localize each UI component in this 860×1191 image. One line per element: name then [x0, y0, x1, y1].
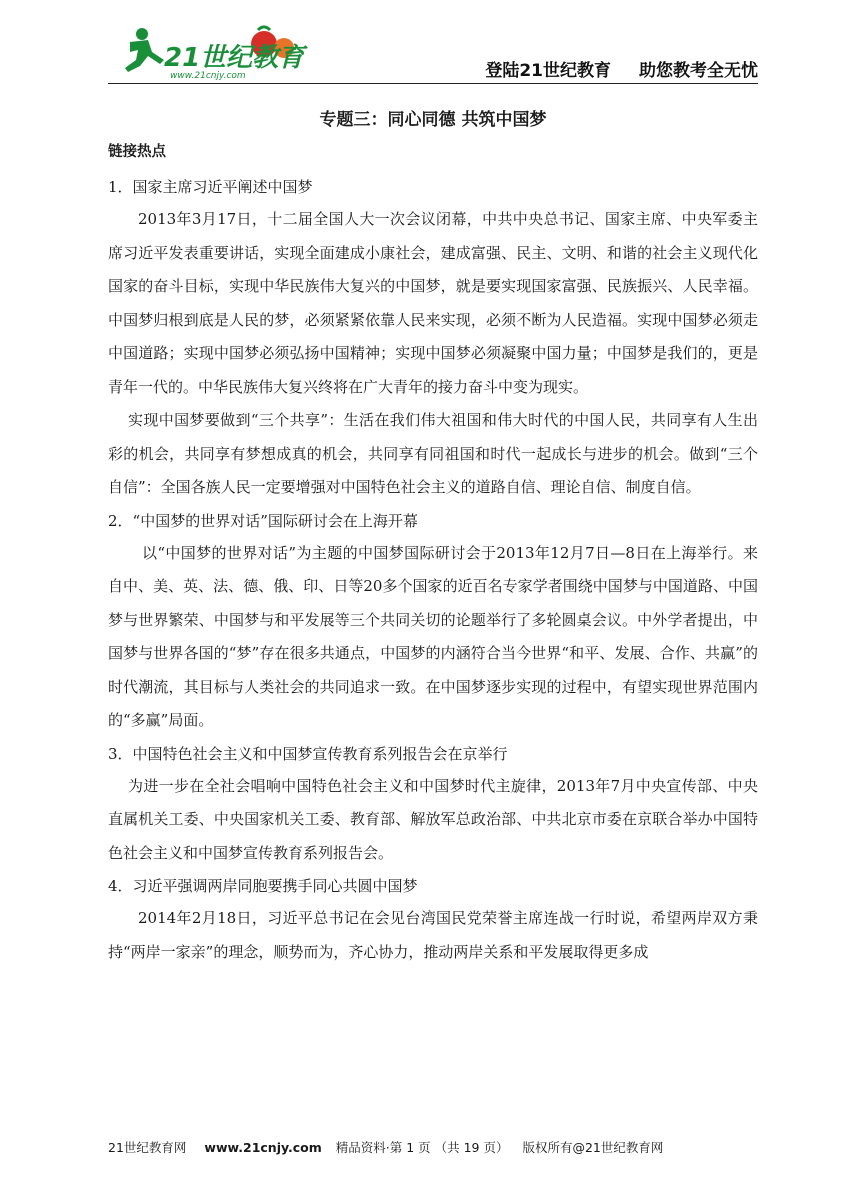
item-paragraph: 以“中国梦的世界对话”为主题的中国梦国际研讨会于2013年12月7日—8日在上海举行。来自中、美、英、法、德、俄、印、日等20多个国家的近百名专家学者围绕中国梦与中国道路、中国梦与世界繁荣、中国梦与和平发展等三个共同关切的论题举行了多轮圆桌会议。中外学者提出，中国梦与世界各国的“梦”存在很多共通点，中国梦的内涵符合当今世界“和平、发展、合作、共赢”的时代潮流，其目标与人类社会的共同追求一致。在中国梦逐步实现的过程中，有望实现世界范围内的“多赢”局面。	[108, 543, 758, 729]
item-heading: 1．国家主席习近平阐述中国梦	[108, 178, 313, 196]
logo	[108, 22, 308, 82]
item-paragraph: 2013年3月17日，十二届全国人大一次会议闭幕，中共中央总书记、国家主席、中央军委主席习近平发表重要讲话，实现全面建成小康社会，建成富强、民主、文明、和谐的社会主义现代化国家的奋斗目标，实现中华民族伟大复兴的中国梦，就是要实现国家富强、民族振兴、人民幸福。中国梦归根到底是人民的梦，必须紧紧依靠人民来实现，必须不断为人民造福。实现中国梦必须走中国道路；实现中国梦必须弘扬中国精神；实现中国梦必须凝聚中国力量；中国梦是我们的，更是青年一代的。中华民族伟大复兴终将在广大青年的接力奋斗中变为现实。	[108, 210, 758, 396]
header-divider	[108, 83, 758, 84]
page-header	[108, 22, 758, 84]
header-slogan	[485, 56, 758, 81]
footer-site: 21世纪教育网	[108, 1140, 187, 1155]
section-label: 链接热点	[108, 144, 166, 160]
logo-url: www.21cnjy.com	[170, 71, 246, 81]
item-heading: 2．“中国梦的世界对话”国际研讨会在上海开幕	[108, 511, 418, 530]
running-figure-icon	[125, 28, 164, 72]
logo-text: 21世纪教育	[164, 43, 305, 73]
item-paragraph: 2014年2月18日，习近平总书记在会见台湾国民党荣誉主席连战一行时说，希望两岸双方秉持“两岸一家亲”的理念，顺势而为，齐心协力，推动两岸关系和平发展取得更多成	[108, 909, 758, 961]
document-body	[108, 92, 758, 969]
footer-url[interactable]: www.21cnjy.com	[204, 1140, 322, 1155]
page-footer	[108, 1138, 758, 1156]
item-paragraph: 为进一步在全社会唱响中国特色社会主义和中国梦时代主旋律，2013年7月中央宣传部、中央直属机关工委、中央国家机关工委、教育部、解放军总政治部、中共北京市委在京联合举办中国特色社会主义和中国梦宣传教育系列报告会。	[108, 776, 758, 862]
item-heading: 4．习近平强调两岸同胞要携手同心共圆中国梦	[108, 877, 418, 895]
item-heading: 3．中国特色社会主义和中国梦宣传教育系列报告会在京举行	[108, 744, 508, 763]
slogan-left: 登陆21世纪教育	[485, 61, 611, 81]
slogan-right: 助您教考全无忧	[639, 61, 758, 81]
footer-page-info: 精品资料·第 1 页 （共 19 页）	[335, 1140, 509, 1155]
footer-copyright: 版权所有@21世纪教育网	[522, 1140, 664, 1155]
page-title: 专题三：同心同德 共筑中国梦	[319, 110, 547, 130]
item-paragraph: 实现中国梦要做到“三个共享”：生活在我们伟大祖国和伟大时代的中国人民，共同享有人生出彩的机会，共同享有梦想成真的机会，共同享有同祖国和时代一起成长与进步的机会。做到“三个自信”：全国各族人民一定要增强对中国特色社会主义的道路自信、理论自信、制度自信。	[108, 411, 758, 496]
